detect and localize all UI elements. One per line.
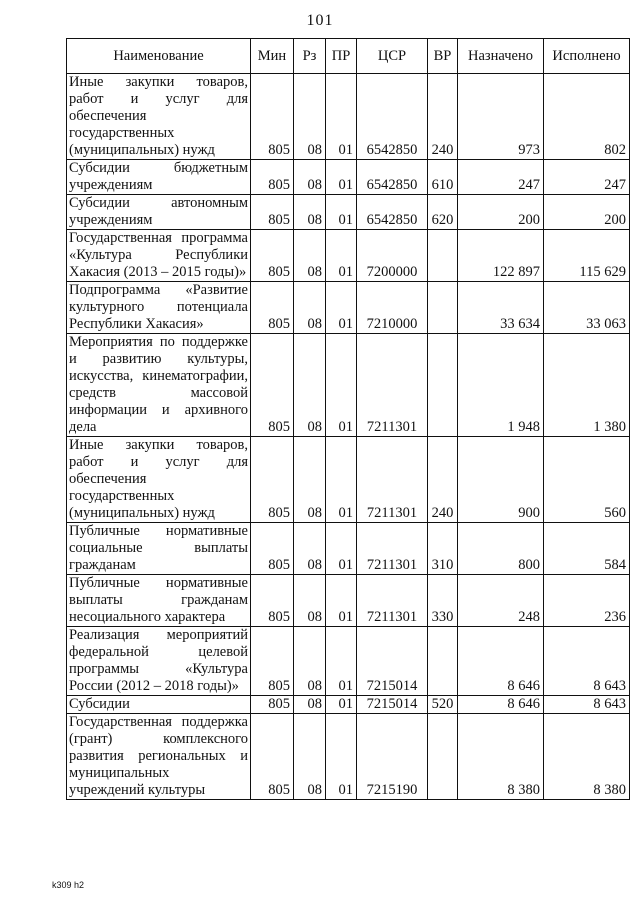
header-vr: ВР: [428, 39, 458, 74]
table-row: [67, 74, 630, 160]
budget-table-container: [66, 38, 630, 800]
row-vr: 310: [428, 523, 458, 575]
row-name: Субсидии бюджетным учреждениям: [67, 160, 251, 195]
row-min: 805: [251, 160, 294, 195]
row-planned: 973: [458, 74, 544, 160]
row-csr: 6542850: [357, 74, 428, 160]
row-csr: 7215014: [357, 627, 428, 696]
row-min: 805: [251, 627, 294, 696]
header-name: Наименование: [67, 39, 251, 74]
table-row: [67, 696, 630, 714]
row-min: 805: [251, 696, 294, 714]
row-csr: 7210000: [357, 282, 428, 334]
row-vr: [428, 230, 458, 282]
row-executed: 247: [544, 160, 630, 195]
row-vr: [428, 334, 458, 437]
row-pr: 01: [326, 282, 357, 334]
table-row: [67, 714, 630, 800]
row-name: Мероприятия по поддержке и развитию культуры, искусства, кинематографии, средств массовой информации и архивного дела: [67, 334, 251, 437]
row-name: Публичные нормативные социальные выплаты гражданам: [67, 523, 251, 575]
row-vr: 240: [428, 74, 458, 160]
row-executed: 560: [544, 437, 630, 523]
row-min: 805: [251, 714, 294, 800]
row-min: 805: [251, 437, 294, 523]
row-rz: 08: [294, 282, 326, 334]
row-csr: 6542850: [357, 160, 428, 195]
header-rz: Рз: [294, 39, 326, 74]
row-planned: 800: [458, 523, 544, 575]
row-min: 805: [251, 334, 294, 437]
row-min: 805: [251, 195, 294, 230]
row-executed: 8 643: [544, 627, 630, 696]
row-planned: 248: [458, 575, 544, 627]
row-pr: 01: [326, 714, 357, 800]
footer-code: k309 h2: [52, 880, 85, 890]
row-executed: 8 380: [544, 714, 630, 800]
row-pr: 01: [326, 334, 357, 437]
row-csr: 7215014: [357, 696, 428, 714]
header-planned: Назначено: [458, 39, 544, 74]
row-pr: 01: [326, 230, 357, 282]
row-vr: 330: [428, 575, 458, 627]
header-min: Мин: [251, 39, 294, 74]
row-pr: 01: [326, 160, 357, 195]
row-name: Субсидии автономным учреждениям: [67, 195, 251, 230]
row-executed: 115 629: [544, 230, 630, 282]
table-row: [67, 523, 630, 575]
table-row: [67, 195, 630, 230]
row-pr: 01: [326, 696, 357, 714]
row-name: Публичные нормативные выплаты гражданам несоциального характера: [67, 575, 251, 627]
table-row: [67, 334, 630, 437]
row-planned: 8 646: [458, 696, 544, 714]
row-pr: 01: [326, 523, 357, 575]
table-row: [67, 437, 630, 523]
row-executed: 1 380: [544, 334, 630, 437]
header-executed: Исполнено: [544, 39, 630, 74]
row-planned: 8 646: [458, 627, 544, 696]
row-csr: 7211301: [357, 575, 428, 627]
row-rz: 08: [294, 627, 326, 696]
row-executed: 8 643: [544, 696, 630, 714]
row-csr: 7200000: [357, 230, 428, 282]
row-min: 805: [251, 74, 294, 160]
row-executed: 584: [544, 523, 630, 575]
row-name: Иные закупки товаров, работ и услуг для обеспечения государственных (муниципальных) нужд: [67, 437, 251, 523]
row-executed: 236: [544, 575, 630, 627]
row-min: 805: [251, 230, 294, 282]
row-rz: 08: [294, 714, 326, 800]
row-vr: 520: [428, 696, 458, 714]
page-number: 101: [306, 12, 334, 29]
row-rz: 08: [294, 74, 326, 160]
row-name: Субсидии: [67, 696, 251, 714]
row-pr: 01: [326, 627, 357, 696]
row-csr: 7211301: [357, 334, 428, 437]
row-vr: [428, 627, 458, 696]
row-vr: [428, 714, 458, 800]
row-name: Государственная программа «Культура Республики Хакасия (2013 – 2015 годы)»: [67, 230, 251, 282]
header-pr: ПР: [326, 39, 357, 74]
table-row: [67, 230, 630, 282]
table-header-row: [67, 39, 630, 74]
row-pr: 01: [326, 74, 357, 160]
row-planned: 1 948: [458, 334, 544, 437]
row-name: Подпрограмма «Развитие культурного потенциала Республики Хакасия»: [67, 282, 251, 334]
row-rz: 08: [294, 437, 326, 523]
row-planned: 122 897: [458, 230, 544, 282]
row-vr: 610: [428, 160, 458, 195]
row-planned: 33 634: [458, 282, 544, 334]
row-name: Иные закупки товаров, работ и услуг для обеспечения государственных (муниципальных) нужд: [67, 74, 251, 160]
row-rz: 08: [294, 523, 326, 575]
row-executed: 200: [544, 195, 630, 230]
row-csr: 7215190: [357, 714, 428, 800]
row-rz: 08: [294, 195, 326, 230]
budget-table: [66, 38, 630, 800]
row-pr: 01: [326, 195, 357, 230]
row-planned: 247: [458, 160, 544, 195]
row-planned: 8 380: [458, 714, 544, 800]
table-row: [67, 627, 630, 696]
row-rz: 08: [294, 230, 326, 282]
table-row: [67, 575, 630, 627]
row-vr: 620: [428, 195, 458, 230]
row-pr: 01: [326, 437, 357, 523]
row-planned: 900: [458, 437, 544, 523]
row-planned: 200: [458, 195, 544, 230]
row-min: 805: [251, 523, 294, 575]
row-csr: 7211301: [357, 437, 428, 523]
row-executed: 33 063: [544, 282, 630, 334]
row-pr: 01: [326, 575, 357, 627]
row-csr: 6542850: [357, 195, 428, 230]
row-executed: 802: [544, 74, 630, 160]
row-rz: 08: [294, 160, 326, 195]
header-csr: ЦСР: [357, 39, 428, 74]
row-rz: 08: [294, 575, 326, 627]
row-rz: 08: [294, 696, 326, 714]
row-csr: 7211301: [357, 523, 428, 575]
row-min: 805: [251, 282, 294, 334]
table-row: [67, 160, 630, 195]
table-row: [67, 282, 630, 334]
row-name: Реализация мероприятий федеральной целевой программы «Культура России (2012 – 2018 годы)»: [67, 627, 251, 696]
row-vr: 240: [428, 437, 458, 523]
row-name: Государственная поддержка (грант) комплексного развития региональных и муниципальных учреждений культуры: [67, 714, 251, 800]
row-rz: 08: [294, 334, 326, 437]
row-vr: [428, 282, 458, 334]
row-min: 805: [251, 575, 294, 627]
